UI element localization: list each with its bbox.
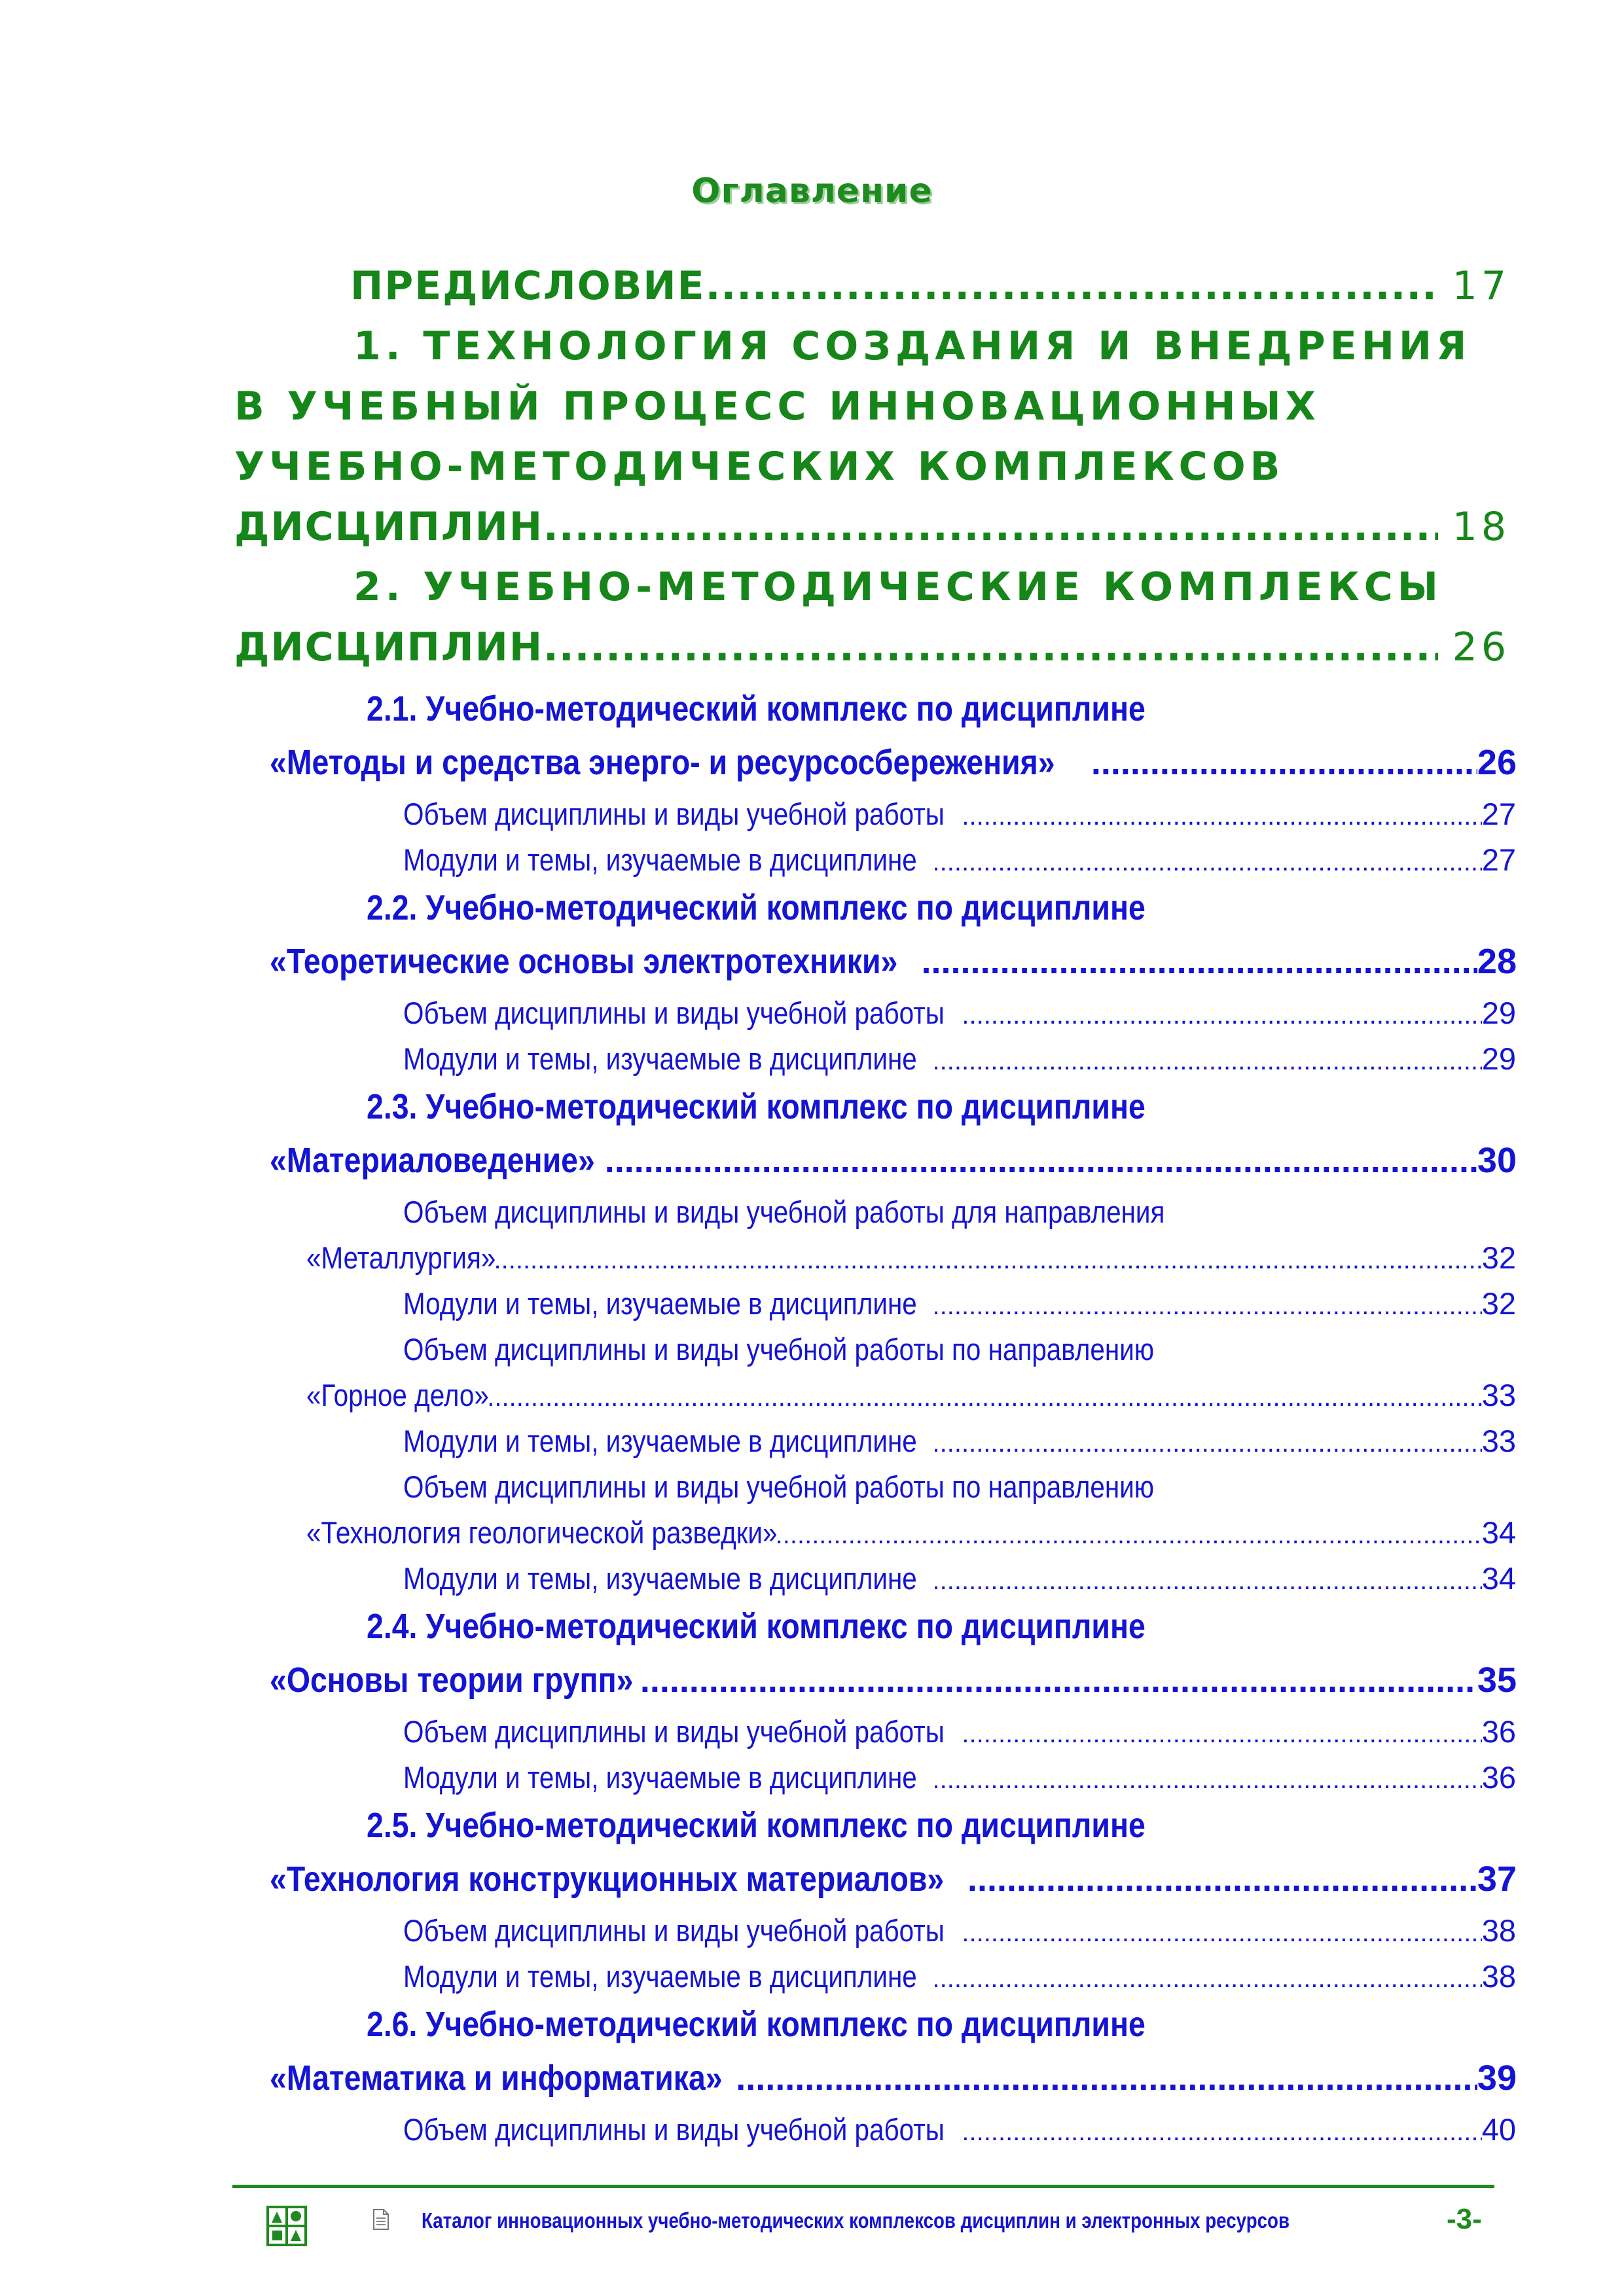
toc-entry-preface[interactable] (350, 263, 1510, 309)
toc-entry-label: Объем дисциплины и виды учебной работы (403, 996, 945, 1030)
toc-entry-s23-sub2[interactable] (403, 1285, 1516, 1321)
toc-entry-label: Модули и темы, изучаемые в дисциплине (403, 1760, 917, 1795)
footer-divider (232, 2185, 1494, 2188)
leader-dots (1091, 742, 1477, 783)
toc-entry-label: «Основы теории групп» (270, 1660, 634, 1700)
document-icon (373, 2209, 389, 2230)
toc-entry-page: 33 (1481, 1378, 1516, 1412)
leader-dots (933, 1566, 1482, 1596)
toc-entry-label: «Технология конструкционных материалов» (270, 1859, 945, 1899)
toc-entry-s24-line1[interactable]: 2.4. Учебно-методический комплекс по дисциплине (367, 1607, 1146, 1646)
leader-dots (962, 2117, 1481, 2147)
toc-entry-s23-sub3-last[interactable] (306, 1377, 1516, 1413)
toc-entry-s22-line1[interactable]: 2.2. Учебно-методический комплекс по дисциплине (367, 888, 1146, 927)
toc-entry-page: 32 (1481, 1240, 1516, 1275)
toc-entry-s25-last[interactable] (270, 1859, 1517, 1899)
toc-entry-label: «Теоретические основы электротехники» (270, 942, 898, 981)
toc-entry-s21-last[interactable] (270, 742, 1517, 783)
leader-dots (933, 1964, 1482, 1994)
leader-dots (962, 1719, 1481, 1749)
toc-entry-page: 32 (1481, 1286, 1516, 1321)
toc-entry-label: Модули и темы, изучаемые в дисциплине (403, 1424, 917, 1458)
toc-entry-page: 28 (1477, 942, 1517, 981)
toc-entry-s22-last[interactable] (270, 941, 1517, 982)
toc-entry-s1-line3[interactable]: УЧЕБНО-МЕТОДИЧЕСКИХ КОМПЛЕКСОВ (234, 444, 1285, 490)
toc-entry-s26-line1[interactable]: 2.6. Учебно-методический комплекс по дисциплине (367, 2005, 1146, 2044)
toc-entry-page: 40 (1481, 2112, 1516, 2147)
leader-dots (962, 802, 1481, 831)
toc-entry-page: 17 (1452, 263, 1510, 309)
toc-entry-s23-sub3-line1[interactable]: Объем дисциплины и виды учебной работы по направлению (403, 1332, 1155, 1367)
footer-title: Каталог инновационных учебно-методических комплексов дисциплин и электронных ресурсов (422, 2208, 1290, 2233)
toc-entry-page: 34 (1481, 1561, 1516, 1596)
toc-entry-page: 36 (1481, 1760, 1516, 1795)
toc-entry-s21-sub1[interactable] (403, 796, 1516, 832)
toc-entry-s23-sub1-last[interactable] (306, 1240, 1516, 1276)
toc-entry-label: ПРЕДИСЛОВИЕ (350, 263, 706, 309)
leader-dots (543, 504, 1438, 550)
toc-entry-s22-sub2[interactable] (403, 1041, 1516, 1077)
toc-entry-page: 27 (1481, 797, 1516, 831)
leader-dots (967, 1859, 1477, 1899)
leader-dots (706, 263, 1438, 309)
leader-dots (933, 1291, 1482, 1321)
toc-entry-s21-line1[interactable]: 2.1. Учебно-методический комплекс по дисциплине (367, 689, 1146, 728)
toc-entry-label: «Методы и средства энерго- и ресурсосбережения» (270, 743, 1055, 782)
toc-entry-page: 30 (1477, 1141, 1517, 1180)
toc-entry-label: «Горное дело» (306, 1378, 489, 1412)
leader-dots (605, 1140, 1477, 1181)
toc-entry-s21-sub2[interactable] (403, 842, 1516, 878)
toc-entry-s1-line2[interactable]: В УЧЕБНЫЙ ПРОЦЕСС ИННОВАЦИОННЫХ (234, 384, 1320, 429)
toc-entry-s24-sub1[interactable] (403, 1713, 1516, 1749)
leader-dots (736, 2058, 1477, 2098)
leader-dots (776, 1520, 1482, 1550)
toc-entry-label: Модули и темы, изучаемые в дисциплине (403, 1286, 917, 1321)
toc-entry-s23-line1[interactable]: 2.3. Учебно-методический комплекс по дисциплине (367, 1087, 1146, 1126)
toc-entry-s23-sub5-line1[interactable]: Объем дисциплины и виды учебной работы по направлению (403, 1469, 1155, 1504)
toc-entry-label: Модули и темы, изучаемые в дисциплине (403, 1561, 917, 1596)
toc-entry-s23-sub5-last[interactable] (306, 1515, 1516, 1551)
leader-dots (922, 941, 1477, 982)
toc-entry-page: 26 (1452, 624, 1510, 670)
toc-entry-s23-sub6[interactable] (403, 1560, 1516, 1596)
leader-dots (494, 1246, 1481, 1275)
toc-entry-s25-sub1[interactable] (403, 1912, 1516, 1948)
toc-entry-page: 38 (1481, 1913, 1516, 1948)
leader-dots (487, 1383, 1481, 1412)
toc-entry-s24-last[interactable] (270, 1660, 1517, 1700)
toc-entry-page: 36 (1481, 1714, 1516, 1749)
toc-entry-s22-sub1[interactable] (403, 995, 1516, 1031)
toc-entry-s25-sub2[interactable] (403, 1958, 1516, 1994)
toc-entry-label: Объем дисциплины и виды учебной работы (403, 2112, 945, 2147)
toc-entry-label: «Материаловедение» (270, 1141, 595, 1180)
leader-dots (933, 1047, 1482, 1076)
toc-entry-page: 18 (1452, 504, 1510, 550)
toc-entry-s26-sub1[interactable] (403, 2111, 1516, 2147)
toc-entry-page: 26 (1477, 743, 1517, 782)
leader-dots (933, 1765, 1482, 1795)
toc-entry-label: ДИСЦИПЛИН (234, 624, 544, 670)
toc-entry-s2-line1[interactable]: 2. УЧЕБНО-МЕТОДИЧЕСКИЕ КОМПЛЕКСЫ (353, 564, 1443, 610)
leader-dots (640, 1660, 1477, 1700)
toc-entry-s24-sub2[interactable] (403, 1759, 1516, 1795)
toc-entry-page: 35 (1477, 1660, 1517, 1700)
toc-entry-label: Модули и темы, изучаемые в дисциплине (403, 1959, 917, 1994)
toc-entry-page: 29 (1481, 1041, 1516, 1076)
toc-entry-s1-line1[interactable]: 1. ТЕХНОЛОГИЯ СОЗДАНИЯ И ВНЕДРЕНИЯ (353, 323, 1471, 369)
leader-dots (933, 1429, 1482, 1458)
toc-entry-label: «Математика и информатика» (270, 2058, 723, 2098)
toc-entry-s25-line1[interactable]: 2.5. Учебно-методический комплекс по дисциплине (367, 1806, 1146, 1845)
toc-entry-s23-sub1-line1[interactable]: Объем дисциплины и виды учебной работы для направления (403, 1194, 1165, 1229)
toc-entry-label: Объем дисциплины и виды учебной работы (403, 797, 945, 831)
toc-entry-page: 34 (1481, 1515, 1516, 1550)
toc-entry-s26-last[interactable] (270, 2058, 1517, 2098)
toc-entry-label: Объем дисциплины и виды учебной работы (403, 1714, 945, 1749)
toc-entry-page: 33 (1481, 1424, 1516, 1458)
toc-entry-s23-sub4[interactable] (403, 1423, 1516, 1459)
leader-dots (933, 848, 1482, 877)
toc-entry-label: Объем дисциплины и виды учебной работы (403, 1913, 945, 1948)
toc-entry-label: Модули и темы, изучаемые в дисциплине (403, 842, 917, 877)
toc-entry-page: 38 (1481, 1959, 1516, 1994)
page-number: -3- (1447, 2203, 1482, 2235)
toc-entry-label: «Металлургия» (306, 1240, 496, 1275)
leader-dots (962, 1001, 1481, 1030)
toc-entry-page: 39 (1477, 2058, 1517, 2098)
toc-entry-label: ДИСЦИПЛИН (234, 504, 544, 550)
toc-entry-s1-last[interactable] (234, 504, 1510, 550)
leader-dots (543, 624, 1438, 670)
toc-entry-label: Модули и темы, изучаемые в дисциплине (403, 1041, 917, 1076)
page-title: Оглавление (691, 171, 933, 211)
toc-entry-s23-last[interactable] (270, 1140, 1517, 1181)
university-logo-icon (266, 2206, 307, 2246)
toc-entry-page: 29 (1481, 996, 1516, 1030)
toc-entry-page: 37 (1477, 1859, 1517, 1899)
toc-entry-s2-last[interactable] (234, 624, 1510, 670)
toc-entry-page: 27 (1481, 842, 1516, 877)
leader-dots (962, 1918, 1481, 1948)
toc-entry-label: «Технология геологической разведки» (306, 1515, 778, 1550)
